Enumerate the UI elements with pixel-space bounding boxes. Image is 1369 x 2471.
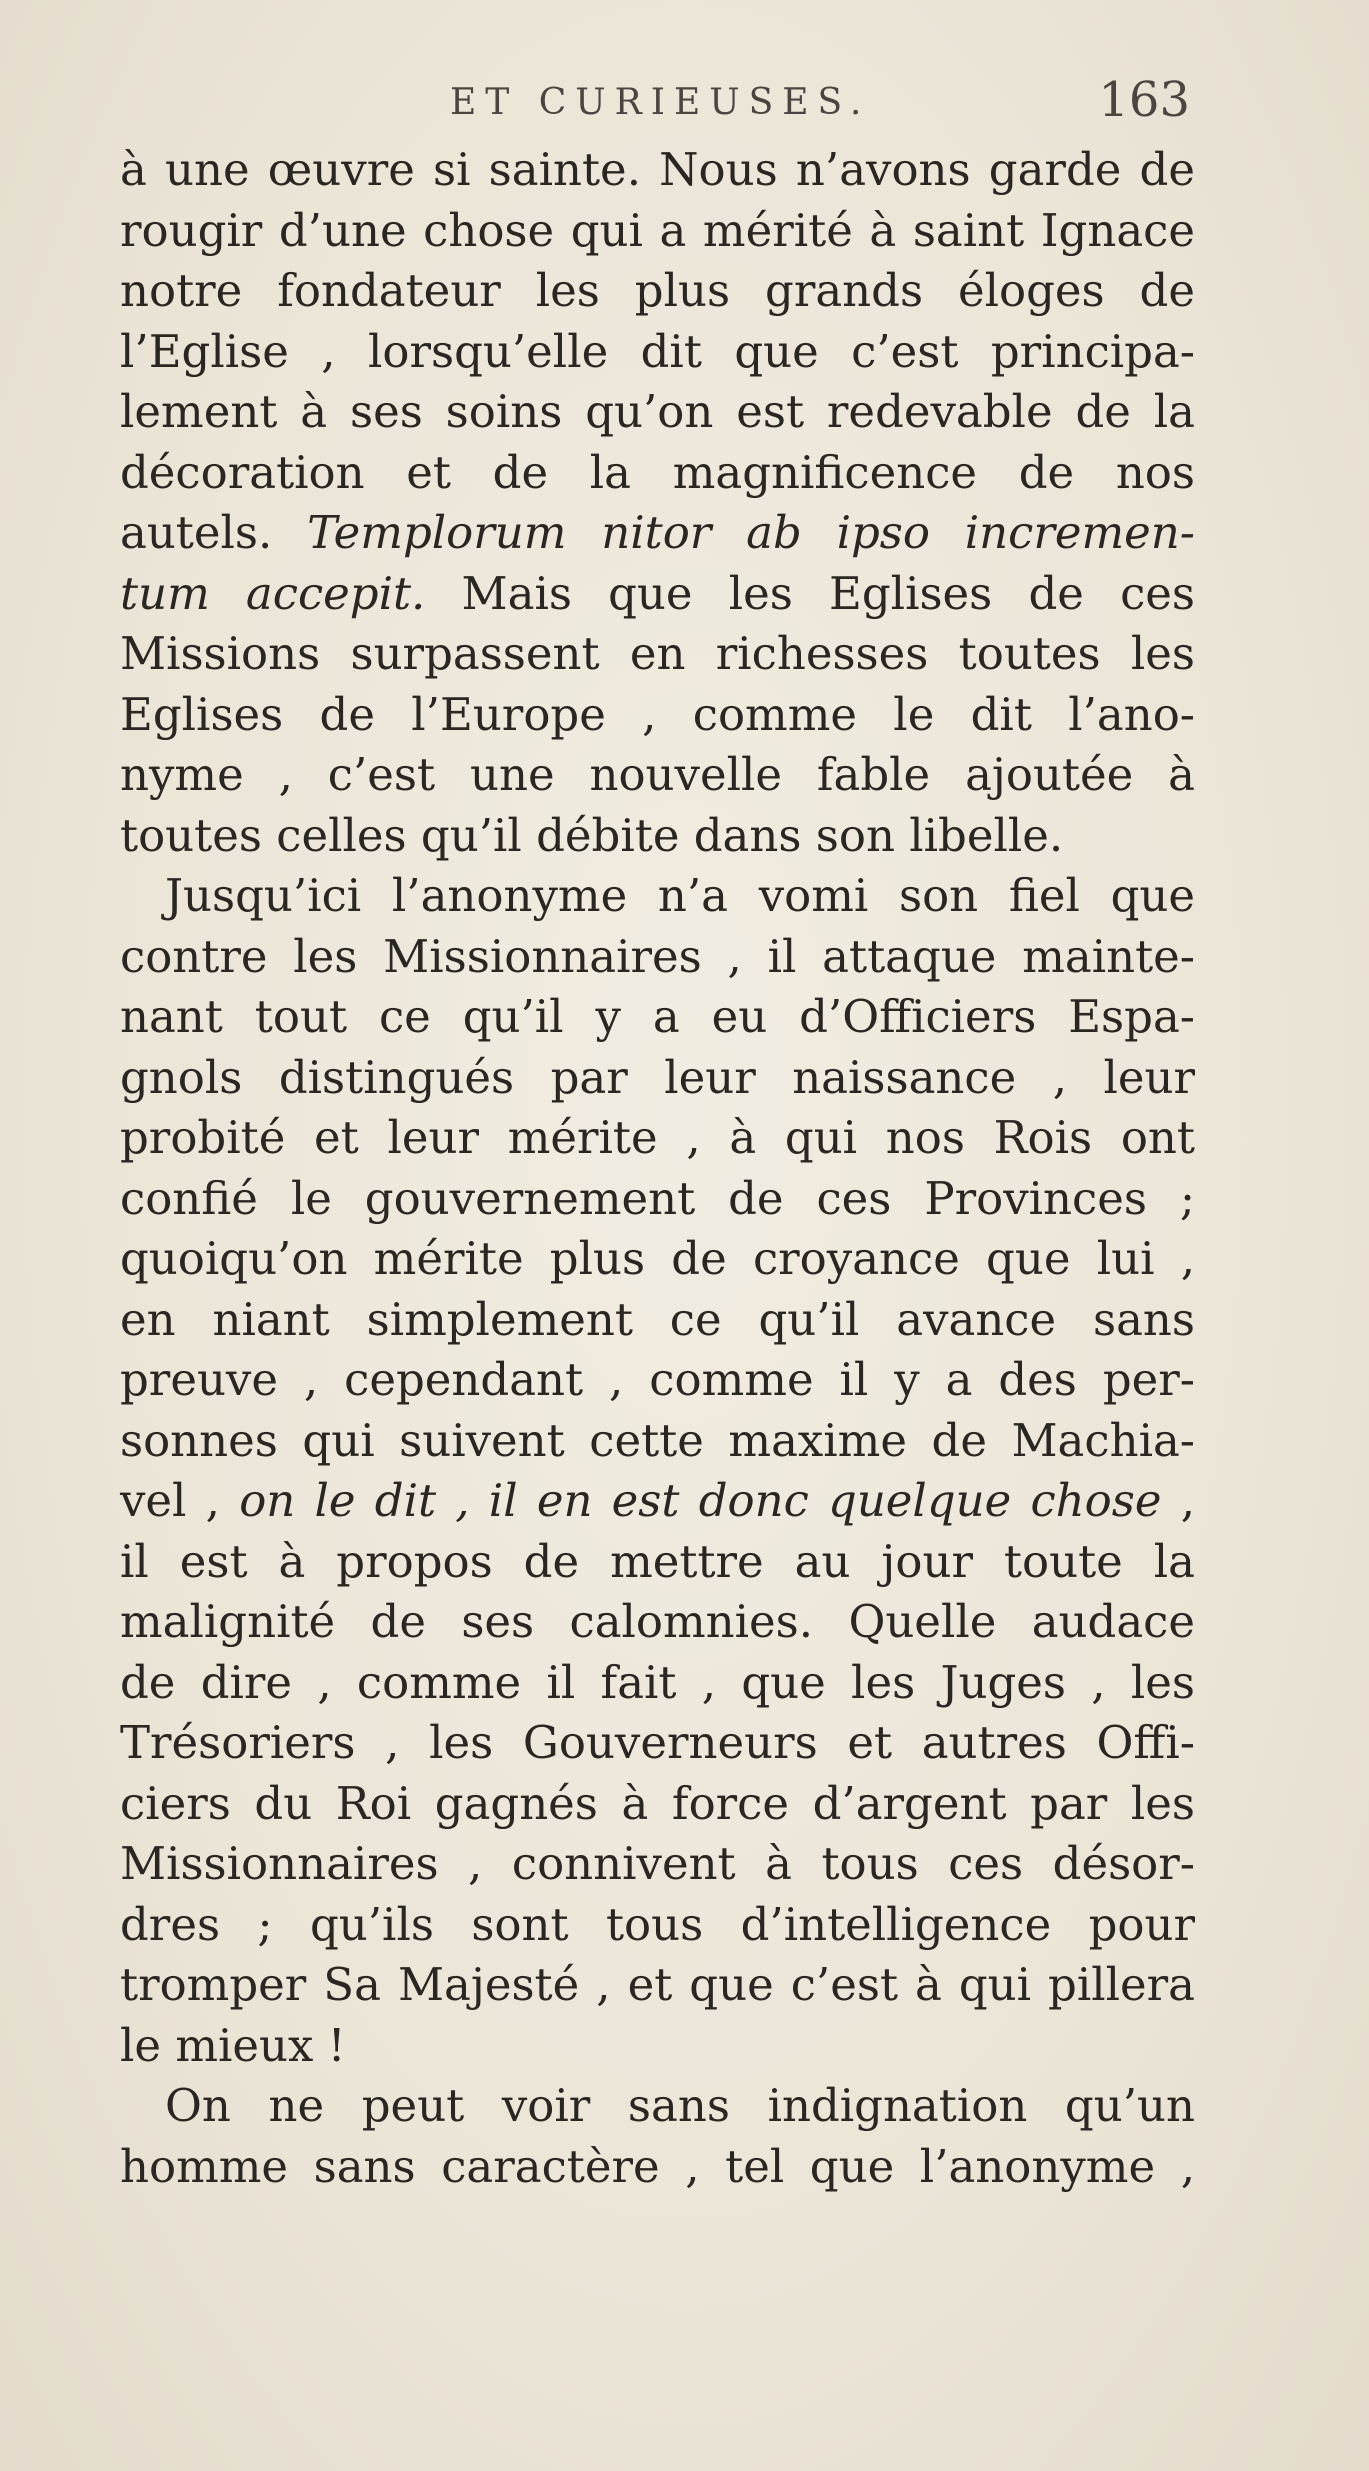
text-line: contre les Missionnaires , il attaque mainte- — [120, 929, 1195, 983]
text-line: l’Eglise , lorsqu’elle dit que c’est principa- — [120, 324, 1195, 378]
body-text — [120, 140, 1195, 2197]
text-line: quoiqu’on mérite plus de croyance que lui , — [120, 1232, 1195, 1285]
text-line: Missions surpassent en richesses toutes les — [120, 627, 1195, 680]
italic-phrase: on le dit , il en est donc quelque chose — [239, 1474, 1162, 1527]
text-line: lement à ses soins qu’on est redevable de la — [120, 385, 1195, 438]
text-line: homme sans caractère , tel que l’anonyme , — [120, 2139, 1195, 2193]
page-number: 163 — [1098, 72, 1190, 128]
text-line: Eglises de l’Europe , comme le dit l’ano- — [120, 687, 1195, 741]
text-line: preuve , cependant , comme il y a des per- — [120, 1353, 1195, 1406]
text-line: nant tout ce qu’il y a eu d’Officiers Espa- — [120, 990, 1195, 1043]
text-line: nyme , c’est une nouvelle fable ajoutée à — [120, 748, 1195, 801]
paragraph-first-line: Jusqu’ici l’anonyme n’a vomi son fiel que — [165, 869, 1195, 922]
roman-text: autels. — [120, 506, 308, 559]
text-line: à une œuvre si sainte. Nous n’avons garde de — [120, 143, 1195, 196]
roman-text: , — [1161, 1474, 1196, 1527]
text-line: malignité de ses calomnies. Quelle audace — [120, 1595, 1195, 1648]
text-line: gnols distingués par leur naissance , leur — [120, 1050, 1195, 1104]
latin-quote: tum accepit. — [120, 566, 426, 620]
text-line: Missionnaires , connivent à tous ces désor- — [120, 1837, 1195, 1890]
text-line: le mieux ! — [120, 2018, 346, 2072]
text-line: en niant simplement ce qu’il avance sans — [120, 1292, 1195, 1346]
text-line: confié le gouvernement de ces Provinces ; — [120, 1171, 1195, 1225]
text-line — [120, 564, 1195, 625]
text-line: notre fondateur les plus grands éloges de — [120, 264, 1195, 317]
latin-quote: Templorum nitor ab ipso incremen- — [307, 506, 1195, 559]
text-line: de dire , comme il fait , que les Juges , les — [120, 1655, 1195, 1709]
text-line: dres ; qu’ils sont tous d’intelligence pour — [120, 1897, 1195, 1951]
running-head-title: ET CURIEUSES. — [450, 82, 871, 123]
paragraph-first-line: On ne peut voir sans indignation qu’un — [165, 2079, 1195, 2132]
text-line: décoration et de la magnificence de nos — [120, 445, 1195, 499]
running-head — [120, 72, 1190, 142]
text-line: tromper Sa Majesté , et que c’est à qui pillera — [120, 1958, 1195, 2011]
text-line: toutes celles qu’il débite dans son libelle. — [120, 808, 1064, 862]
text-line: Trésoriers , les Gouverneurs et autres Offi- — [120, 1716, 1195, 1769]
text-line: probité et leur mérite , à qui nos Rois ont — [120, 1111, 1195, 1164]
roman-text: vel , — [120, 1474, 240, 1527]
text-line: sonnes qui suivent cette maxime de Machia- — [120, 1413, 1195, 1467]
roman-text: Mais que les Eglises de ces — [425, 566, 1195, 620]
text-line — [120, 503, 1195, 564]
text-line: rougir d’une chose qui a mérité à saint Ignace — [120, 203, 1195, 257]
text-line: ciers du Roi gagnés à force d’argent par les — [120, 1776, 1195, 1830]
text-line: il est à propos de mettre au jour toute la — [120, 1534, 1195, 1588]
text-line — [120, 1471, 1195, 1532]
